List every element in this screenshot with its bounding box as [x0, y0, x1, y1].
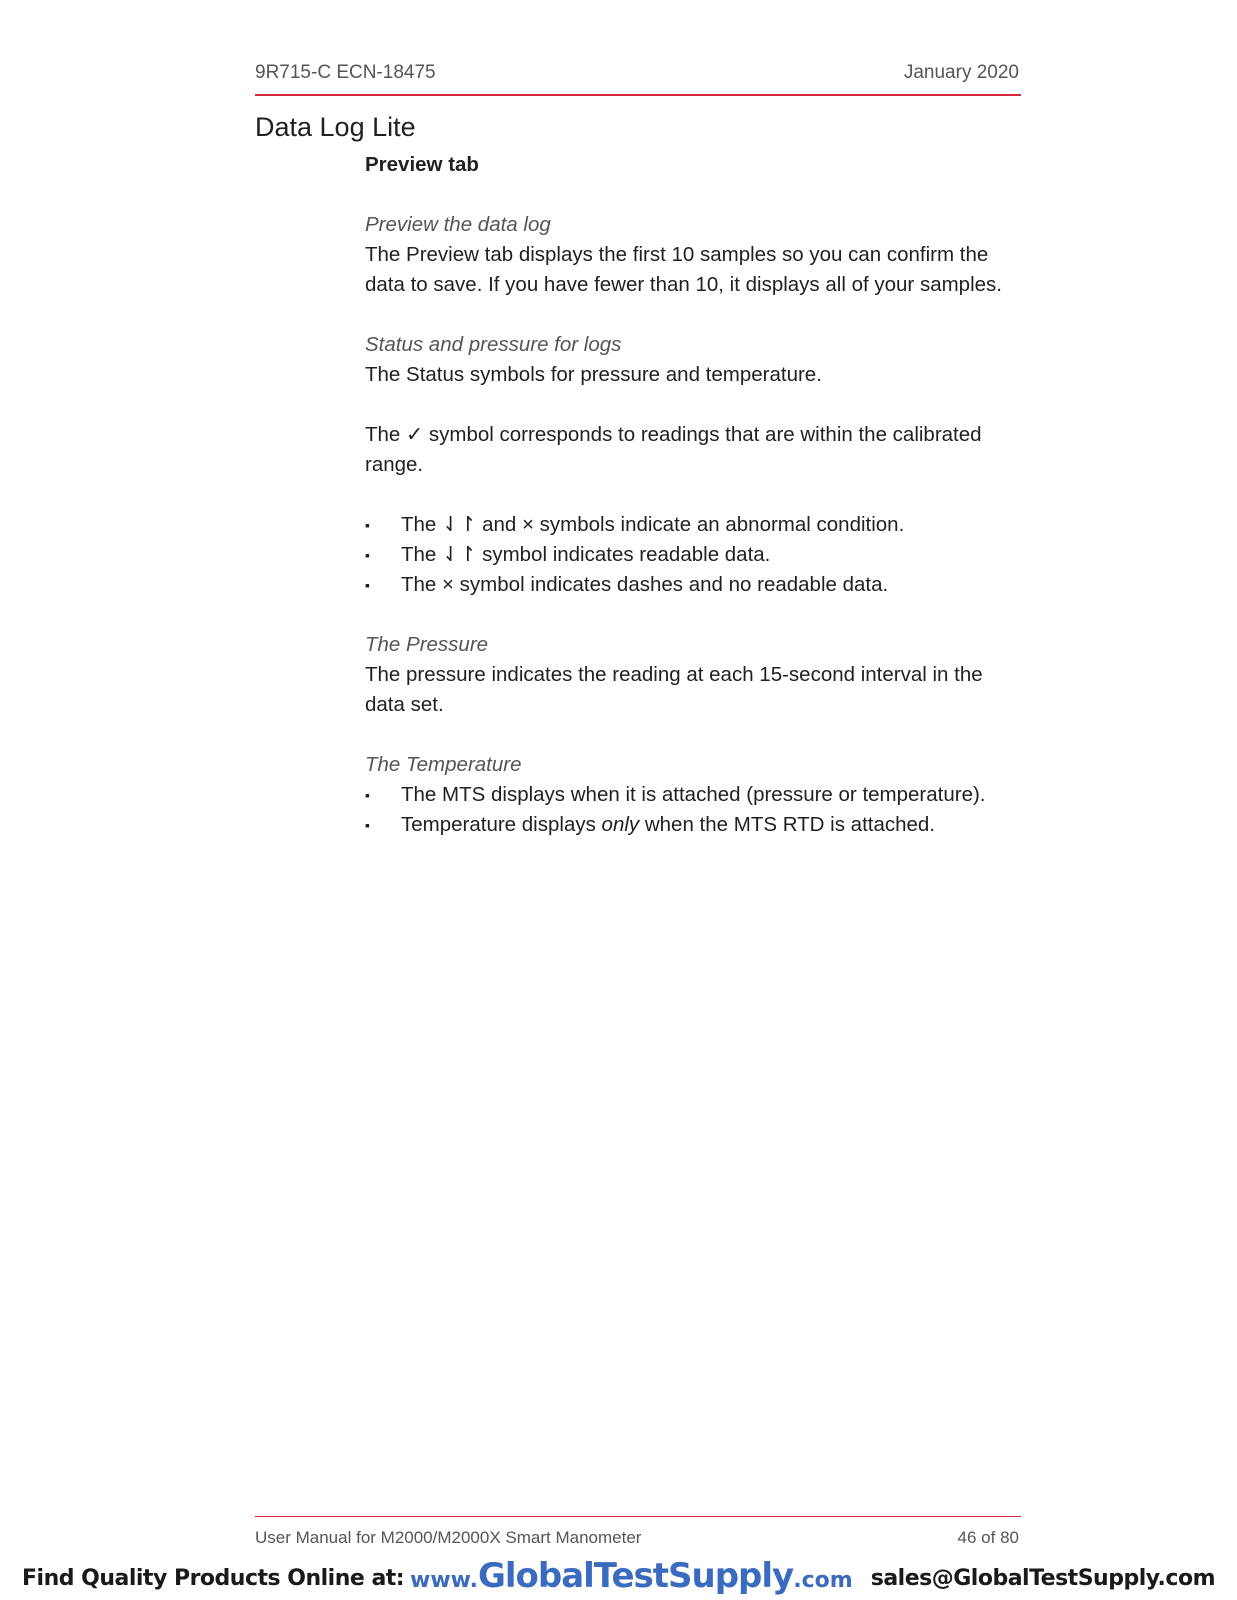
- preview-heading: Preview the data log: [365, 213, 551, 236]
- page-content: [365, 150, 1025, 840]
- pressure-heading: The Pressure: [365, 633, 489, 656]
- promo-tagline: Find Quality Products Online at:: [22, 1566, 405, 1591]
- promo-url-prefix: www.: [410, 1568, 478, 1593]
- header-doc-id: 9R715-C ECN-18475: [255, 62, 436, 83]
- list-item-text: The ⇃↾ and × symbols indicate an abnormal condition.: [401, 513, 905, 536]
- list-item-emphasis: only: [601, 813, 640, 836]
- footer-page-number: 46 of 80: [957, 1528, 1019, 1547]
- bullet-icon: ▪: [365, 577, 370, 593]
- section-title: Data Log Lite: [255, 112, 416, 142]
- header-divider: [255, 94, 1021, 96]
- subheading: Preview tab: [365, 153, 479, 176]
- header-date: January 2020: [903, 62, 1019, 83]
- promo-url-main: GlobalTestSupply: [477, 1556, 794, 1596]
- promo-banner: [0, 1556, 1237, 1600]
- list-item: [365, 780, 1025, 810]
- temperature-heading: The Temperature: [365, 753, 522, 776]
- temperature-bullet-list: [365, 780, 1025, 840]
- status-heading: Status and pressure for logs: [365, 333, 622, 356]
- promo-url-suffix: .com: [793, 1568, 853, 1593]
- status-text: The Status symbols for pressure and temperature.: [365, 363, 822, 386]
- list-item: [365, 570, 1025, 600]
- bullet-icon: ▪: [365, 817, 370, 833]
- list-item-text: The × symbol indicates dashes and no readable data.: [401, 573, 889, 596]
- bullet-icon: ▪: [365, 547, 370, 563]
- footer-manual-title: User Manual for M2000/M2000X Smart Manometer: [255, 1528, 642, 1547]
- list-item: [365, 510, 1025, 540]
- pressure-text: The pressure indicates the reading at each 15-second interval in the data set.: [365, 663, 983, 716]
- list-item-text-post: when the MTS RTD is attached.: [639, 813, 936, 836]
- footer-divider: [255, 1516, 1021, 1517]
- list-item-text-pre: Temperature displays: [401, 813, 602, 836]
- check-symbol-text: The ✓ symbol corresponds to readings that are within the calibrated range.: [365, 423, 982, 476]
- promo-website-link[interactable]: [410, 1556, 853, 1596]
- bullet-icon: ▪: [365, 517, 370, 533]
- bullet-icon: ▪: [365, 787, 370, 803]
- list-item: [365, 810, 1025, 840]
- preview-text: The Preview tab displays the first 10 samples so you can confirm the data to save. If you have fewer than 10, it displays all of your samples.: [365, 243, 1002, 296]
- promo-email-link[interactable]: sales@GlobalTestSupply.com: [870, 1566, 1215, 1591]
- list-item-text: The ⇃↾ symbol indicates readable data.: [401, 543, 771, 566]
- list-item-text: The MTS displays when it is attached (pressure or temperature).: [401, 783, 986, 806]
- status-bullet-list: [365, 510, 1025, 600]
- list-item: [365, 540, 1025, 570]
